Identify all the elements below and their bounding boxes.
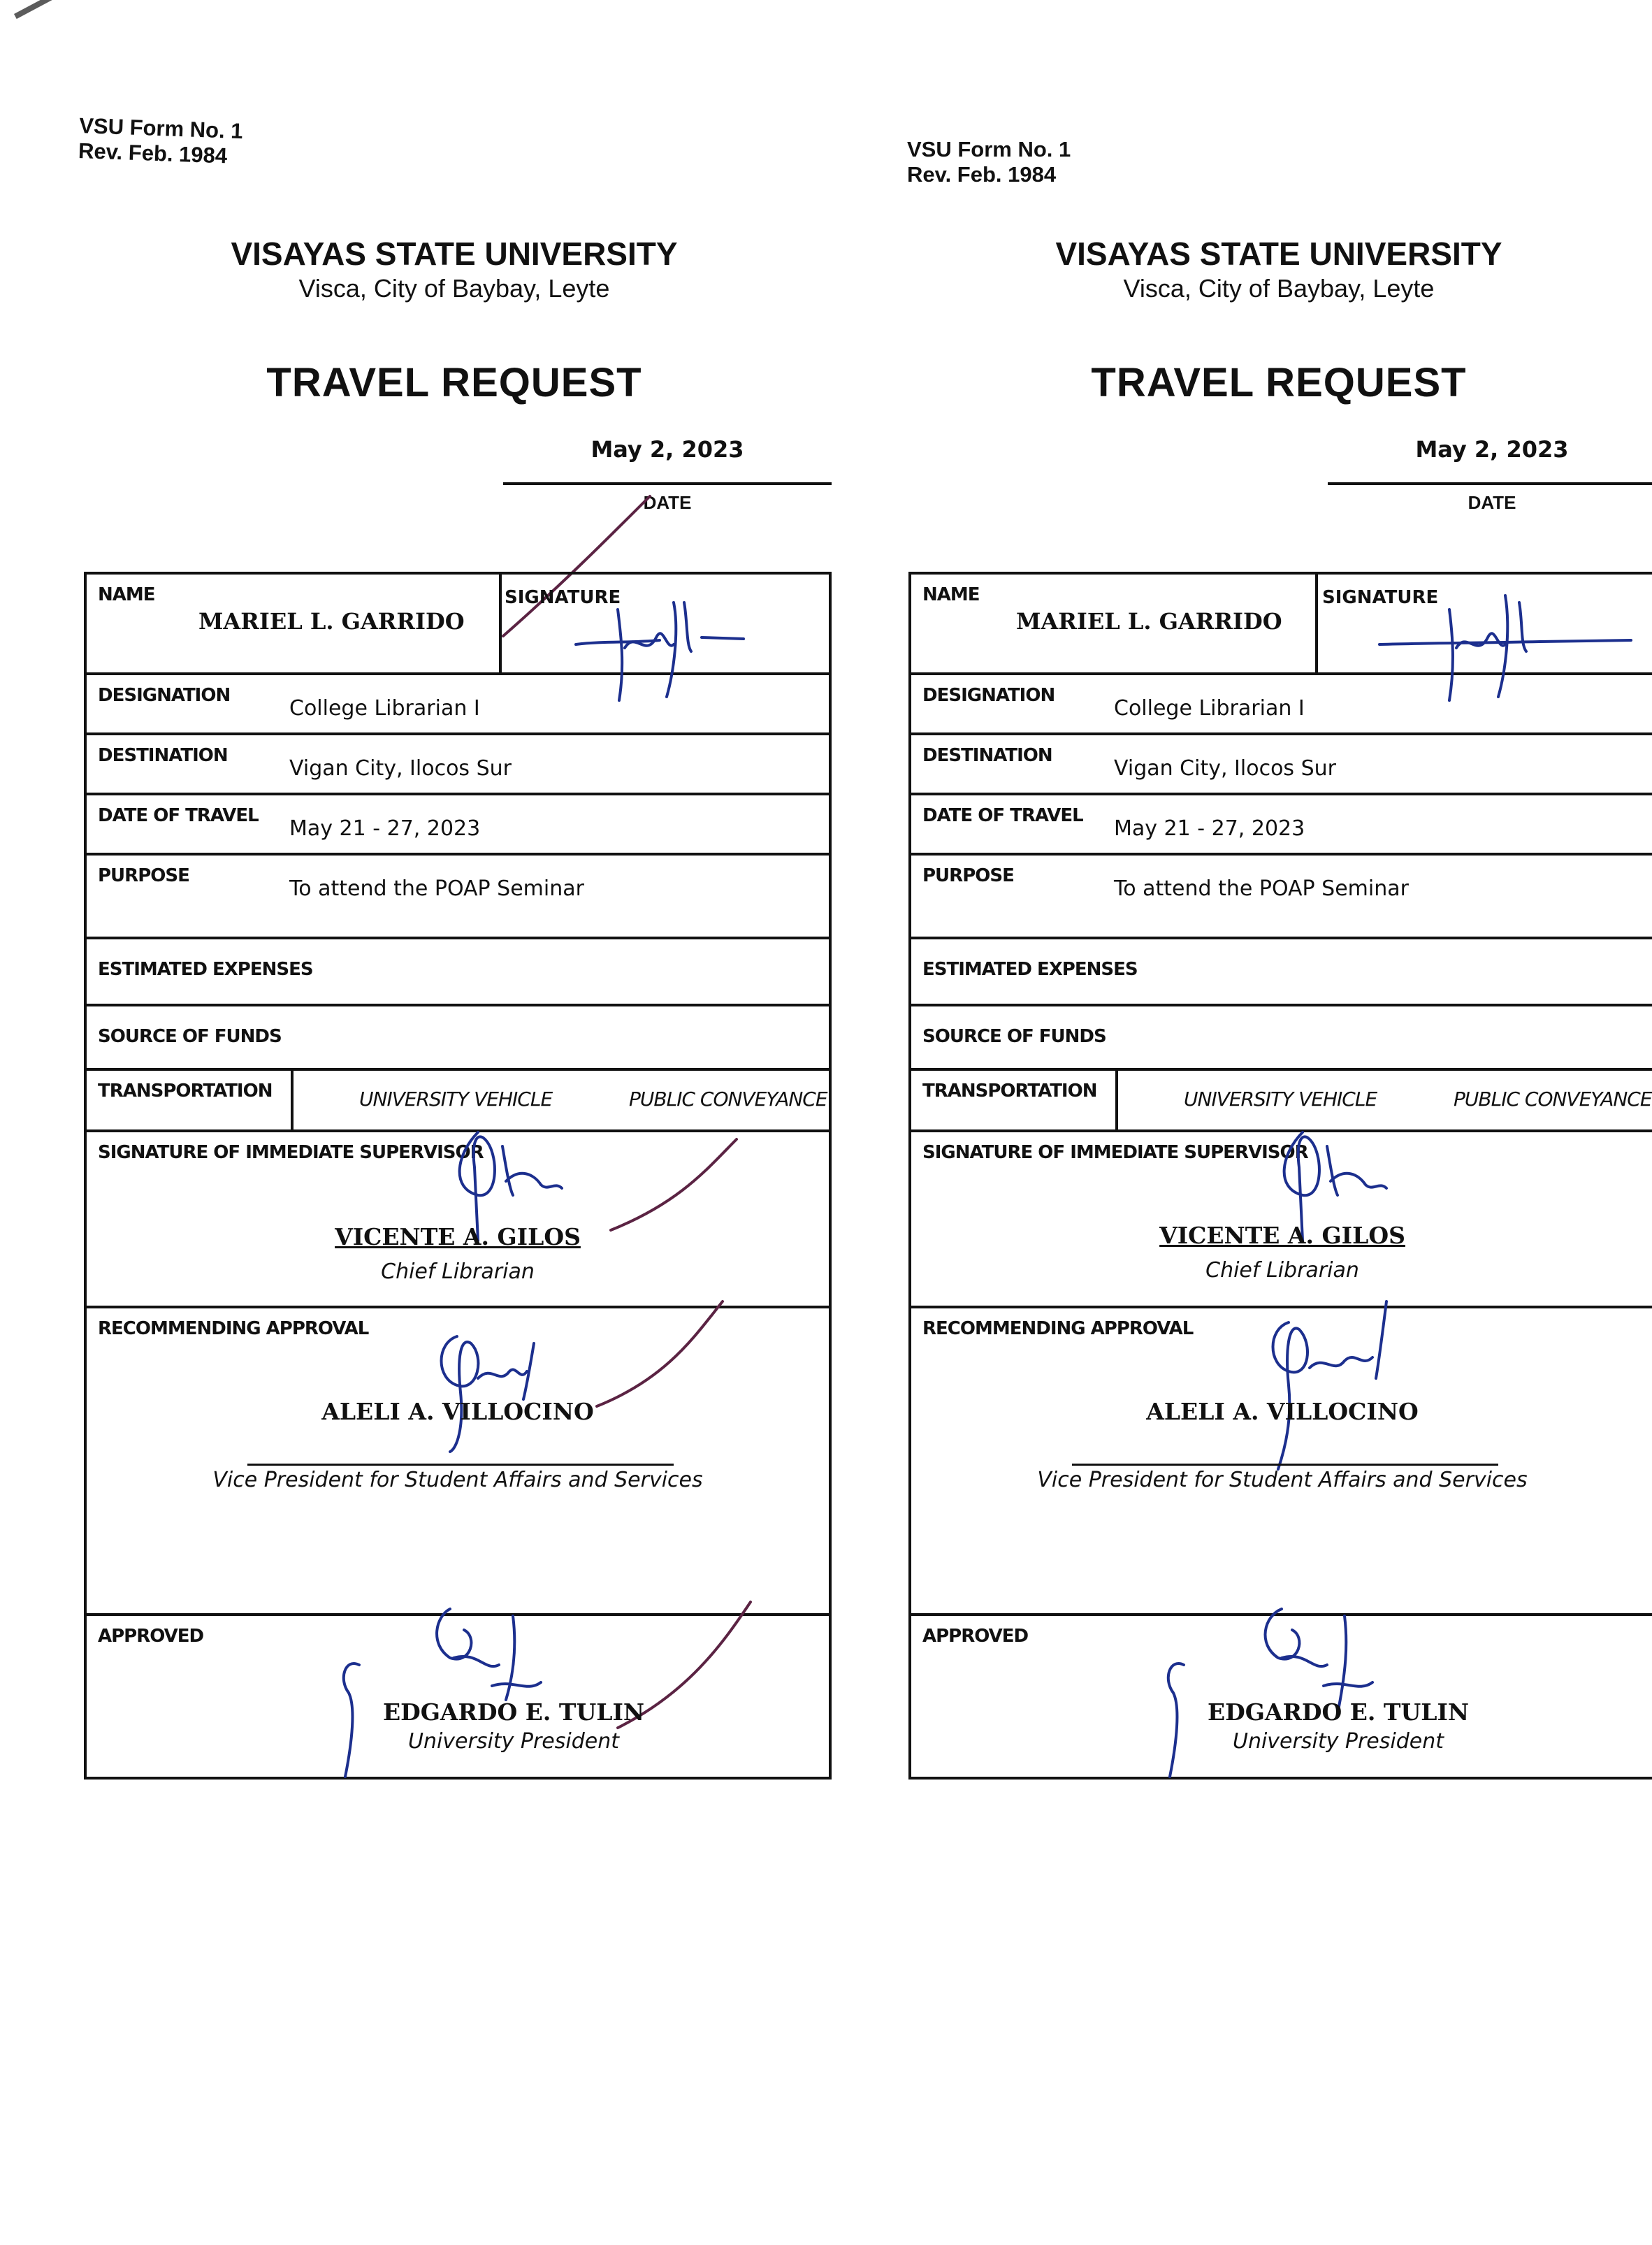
approver-title: University President [1233,1729,1444,1754]
supervisor-row [911,1132,1652,1308]
approved-label: APPROVED [922,1626,1029,1647]
approver-name: EDGARDO E. TULIN [1207,1698,1470,1726]
name-row [911,575,1652,675]
destination-value: Vigan City, Ilocos Sur [1114,756,1336,781]
designation-value: College Librarian I [289,696,480,721]
university-name: VISAYAS STATE UNIVERSITY [1055,236,1502,272]
form-number-text: VSU Form No. 1 [907,137,1071,161]
estimated-expenses-label: ESTIMATED EXPENSES [922,959,1138,980]
approved-row [87,1616,829,1782]
name-label: NAME [922,584,980,605]
designation-label: DESIGNATION [922,685,1055,706]
destination-value: Vigan City, Ilocos Sur [289,756,512,781]
date-label: DATE [643,492,692,513]
purpose-row [911,856,1652,939]
signature-divider [499,575,502,672]
date-of-travel-label: DATE OF TRAVEL [98,805,259,826]
name-value: MARIEL L. GARRIDO [198,608,465,635]
recommender-name: ALELI A. VILLOCINO [1146,1398,1419,1425]
recommending-approval-row [911,1308,1652,1616]
supervisor-label: SIGNATURE OF IMMEDIATE SUPERVISOR [922,1142,1308,1163]
signature-label: SIGNATURE [1322,587,1439,608]
transport-option-public-conveyance: PUBLIC CONVEYANCE [1454,1088,1652,1111]
recommender-name: ALELI A. VILLOCINO [321,1398,594,1425]
form-revision-text: Rev. Feb. 1984 [78,138,228,168]
date-of-travel-label: DATE OF TRAVEL [922,805,1083,826]
supervisor-name-text: VICENTE A. GILOS [335,1223,581,1250]
recommending-approval-row [87,1308,829,1616]
transport-option-public-conveyance: PUBLIC CONVEYANCE [629,1088,827,1111]
designation-row [911,675,1652,735]
name-value: MARIEL L. GARRIDO [1016,608,1282,635]
supervisor-title: Chief Librarian [381,1259,535,1284]
destination-row [911,735,1652,795]
date-value: May 2, 2023 [1415,436,1569,463]
transportation-divider [291,1071,294,1129]
date-of-travel-row [87,795,829,856]
source-of-funds-row [87,1006,829,1071]
supervisor-name-text: VICENTE A. GILOS [1159,1222,1405,1249]
supervisor-title: Chief Librarian [1205,1258,1359,1283]
supervisor-row [87,1132,829,1308]
travel-request-table [908,572,1652,1780]
approver-signature [317,1602,569,1784]
source-of-funds-row [911,1006,1652,1071]
approver-name: EDGARDO E. TULIN [382,1698,645,1726]
form-title: TRAVEL REQUEST [266,360,642,405]
recommender-title: Vice President for Student Affairs and Services [212,1468,703,1492]
university-name: VISAYAS STATE UNIVERSITY [231,236,678,272]
source-of-funds-label: SOURCE OF FUNDS [922,1026,1106,1047]
date-line [1328,482,1652,485]
purpose-row [87,856,829,939]
form-number [907,137,1071,187]
designation-value: College Librarian I [1114,696,1305,721]
approver-signature [1142,1602,1407,1784]
travel-request-form-left [77,0,846,1817]
recommender-signature [429,1315,569,1455]
date-of-travel-value: May 21 - 27, 2023 [289,816,481,841]
transportation-row [911,1071,1652,1132]
name-row [87,575,829,675]
supervisor-name [87,1223,829,1250]
purpose-value: To attend the POAP Seminar [1114,876,1409,901]
name-label: NAME [98,584,155,605]
approver-title: University President [408,1729,619,1754]
date-line [503,482,832,485]
recommender-title: Vice President for Student Affairs and Services [1037,1468,1528,1492]
signature-divider [1315,575,1318,672]
destination-label: DESTINATION [922,745,1052,766]
purpose-label: PURPOSE [922,865,1014,886]
form-number-text: VSU Form No. 1 [78,113,244,144]
university-location: Visca, City of Baybay, Leyte [298,274,610,303]
designation-row [87,675,829,735]
approved-row [911,1616,1652,1782]
recommending-label: RECOMMENDING APPROVAL [98,1318,369,1339]
estimated-expenses-row [87,939,829,1006]
recommender-signature [1247,1308,1428,1476]
date-label: DATE [1468,492,1516,513]
travel-request-form-right [901,0,1652,1817]
date-of-travel-row [911,795,1652,856]
transportation-label: TRANSPORTATION [98,1081,273,1102]
recommender-line [1072,1464,1498,1466]
travel-request-table [84,572,832,1780]
transportation-divider [1115,1071,1118,1129]
source-of-funds-label: SOURCE OF FUNDS [98,1026,282,1047]
supervisor-name [911,1222,1652,1249]
transportation-label: TRANSPORTATION [922,1081,1097,1102]
form-number [78,113,243,169]
date-value: May 2, 2023 [590,436,744,463]
destination-label: DESTINATION [98,745,228,766]
recommending-label: RECOMMENDING APPROVAL [922,1318,1194,1339]
estimated-expenses-label: ESTIMATED EXPENSES [98,959,313,980]
purpose-label: PURPOSE [98,865,189,886]
supervisor-label: SIGNATURE OF IMMEDIATE SUPERVISOR [98,1142,484,1163]
transport-option-university-vehicle: UNIVERSITY VEHICLE [1184,1088,1377,1111]
transport-option-university-vehicle: UNIVERSITY VEHICLE [359,1088,553,1111]
estimated-expenses-row [911,939,1652,1006]
university-location: Visca, City of Baybay, Leyte [1123,274,1435,303]
form-title: TRAVEL REQUEST [1091,360,1467,405]
transportation-row [87,1071,829,1132]
designation-label: DESIGNATION [98,685,231,706]
approval-slash [604,1132,744,1237]
recommender-line [247,1464,674,1466]
date-of-travel-value: May 21 - 27, 2023 [1114,816,1305,841]
form-revision-text: Rev. Feb. 1984 [907,162,1057,187]
destination-row [87,735,829,795]
signature-label: SIGNATURE [505,587,621,608]
approval-slash [590,1294,730,1413]
approved-label: APPROVED [98,1626,204,1647]
purpose-value: To attend the POAP Seminar [289,876,584,901]
